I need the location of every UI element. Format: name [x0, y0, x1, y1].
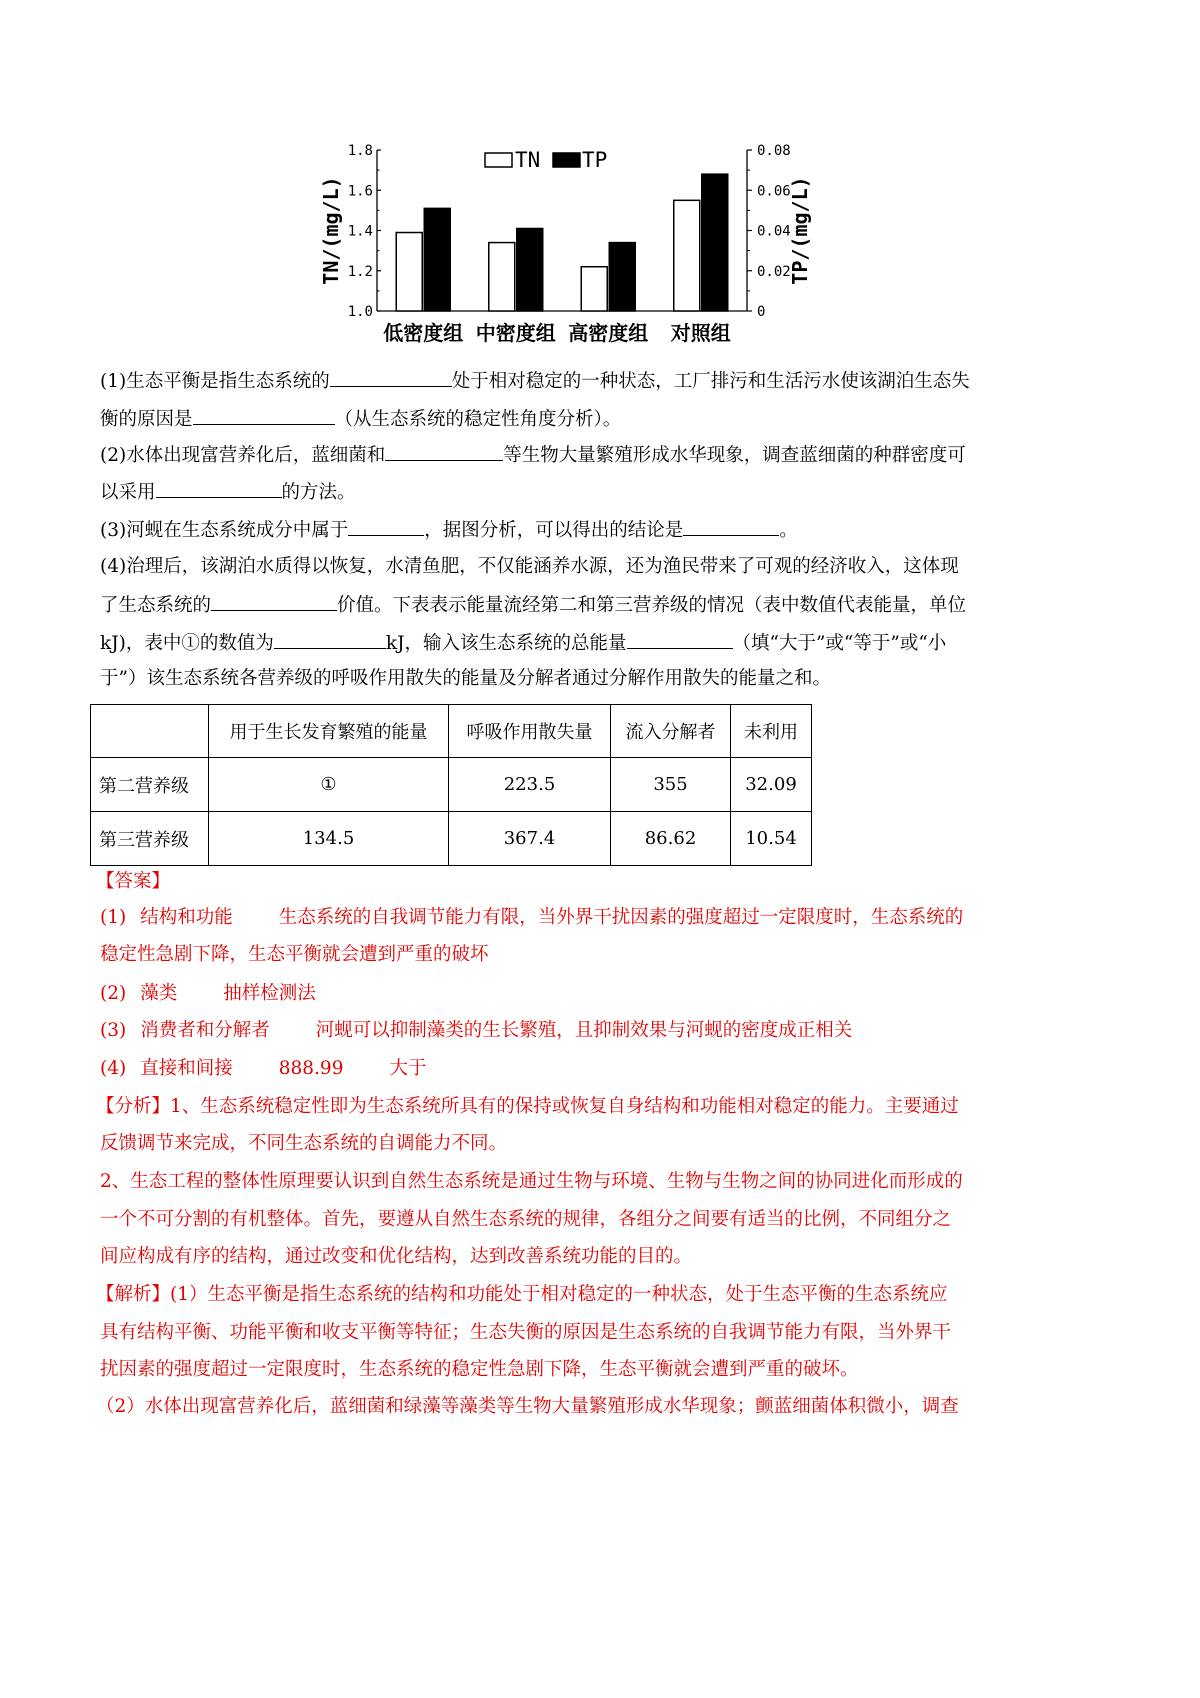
- analysis-line-5: [100, 1243, 1100, 1271]
- q4-text-f: （填“大于”或“等于”或“小: [732, 633, 947, 654]
- answer-3-part-2: 河蚬可以抑制藻类的生长繁殖，且抑制效果与河蚬的密度成正相关: [315, 1020, 853, 1041]
- legend-label-tp: TP: [582, 148, 608, 172]
- right-axis-tick-label: 0.04: [757, 223, 791, 240]
- energy-flow-table: [90, 704, 812, 866]
- answer-1-part-3: 稳定性急剧下降，生态平衡就会遭到严重的破坏: [100, 944, 489, 965]
- q4-blank-2: [274, 628, 386, 649]
- explanation-line-4: [96, 1393, 1096, 1421]
- answer-2-part-1: 藻类: [140, 983, 178, 1004]
- bar-tn: [489, 243, 515, 311]
- legend-label-tn: TN: [515, 148, 541, 172]
- question-1-line-1: [100, 366, 1100, 396]
- table-header-cell: [91, 705, 209, 758]
- left-axis-tick-label: 1.2: [347, 263, 373, 280]
- table-cell: 134.5: [209, 812, 449, 866]
- q4-blank-3: [627, 628, 733, 649]
- bar-tp: [609, 243, 635, 311]
- tn-tp-bar-chart: [319, 140, 835, 385]
- answer-2-part-2: 抽样检测法: [223, 983, 316, 1004]
- table-row-header: 第三营养级: [91, 812, 209, 866]
- answer-title: 【答案】: [96, 871, 171, 892]
- q4-text-g: 于”）该生态系统各营养级的呼吸作用散失的能量及分解者通过分解作用散失的能量之和。: [100, 668, 831, 689]
- table-header-cell: 呼吸作用散失量: [449, 705, 611, 758]
- q2-text-b: 等生物大量繁殖形成水华现象，调查蓝细菌的种群密度可: [503, 445, 966, 466]
- table-cell: 32.09: [731, 758, 812, 812]
- category-label: 高密度组: [568, 321, 649, 345]
- analysis-text: 一个不可分割的有机整体。首先，要遵从自然生态系统的规律，各组分之间要有适当的比例，不同组分之: [100, 1209, 952, 1230]
- q4-text-c: 价值。下表表示能量流经第二和第三营养级的情况（表中数值代表能量，单位: [337, 595, 967, 616]
- q1-text-b: 处于相对稳定的一种状态，工厂排污和生活污水使该湖泊生态失: [451, 371, 970, 392]
- answer-4-part-3: 大于: [389, 1058, 427, 1079]
- category-label: 中密度组: [475, 321, 556, 345]
- q2-blank-1: [385, 440, 503, 461]
- question-1-line-2: [100, 404, 1100, 434]
- left-axis-tick-label: 1.0: [347, 304, 373, 320]
- q4-text-e: kJ，输入该生态系统的总能量: [385, 633, 627, 654]
- analysis-line-4: [100, 1206, 1100, 1234]
- q2-text-c: 以采用: [100, 482, 156, 503]
- bar-tp: [702, 174, 728, 311]
- explanation-text: （2）水体出现富营养化后，蓝细菌和绿藻等藻类等生物大量繁殖形成水华现象；颤蓝细菌体积微小，调查: [96, 1396, 959, 1417]
- table-cell: 367.4: [449, 812, 611, 866]
- q2-text-a: (2)水体出现富营养化后，蓝细菌和: [100, 445, 386, 466]
- y-axis-title: TN/(mg/L): [319, 176, 343, 285]
- answer-4-part-1: 直接和间接: [140, 1058, 233, 1079]
- answer-2-line: [100, 980, 1100, 1008]
- table-header-row: [91, 705, 812, 758]
- left-axis-tick-label: 1.4: [347, 223, 373, 240]
- answer-1-line-1: [100, 904, 1100, 932]
- q3-text-a: (3)河蚬在生态系统成分中属于: [100, 520, 349, 541]
- explanation-line-3: [100, 1356, 1100, 1384]
- right-axis-tick-label: 0: [757, 304, 766, 320]
- q1-text-a: (1)生态平衡是指生态系统的: [100, 371, 330, 392]
- analysis-line-2: [100, 1130, 1100, 1158]
- table-cell: 355: [611, 758, 731, 812]
- question-3-line: [100, 515, 1100, 545]
- answer-4-line: [100, 1055, 1100, 1083]
- table-row-header: 第二营养级: [91, 758, 209, 812]
- table-cell: 223.5: [449, 758, 611, 812]
- table-row: [91, 812, 812, 866]
- q1-blank-2: [193, 404, 335, 425]
- analysis-line-3: [100, 1168, 1100, 1196]
- q1-text-c: 衡的原因是: [100, 409, 193, 430]
- answer-3-part-1: 消费者和分解者: [140, 1020, 270, 1041]
- table-cell: ①: [209, 758, 449, 812]
- table-cell: 86.62: [611, 812, 731, 866]
- right-axis-tick-label: 0.02: [757, 263, 791, 280]
- question-4-line-3: [100, 628, 1100, 658]
- q1-text-d: （从生态系统的稳定性角度分析）。: [334, 409, 622, 430]
- table-header-cell: 用于生长发育繁殖的能量: [209, 705, 449, 758]
- answer-4-number: (4): [100, 1058, 127, 1079]
- q3-blank-2: [683, 515, 779, 536]
- analysis-line-1: [96, 1093, 1096, 1121]
- bar-tn: [396, 233, 422, 311]
- table-header-cell: 未利用: [731, 705, 812, 758]
- q4-text-b: 了生态系统的: [100, 595, 212, 616]
- answer-1-part-1: 结构和功能: [140, 907, 233, 928]
- answer-3-line: [100, 1017, 1100, 1045]
- answer-3-number: (3): [100, 1020, 127, 1041]
- answer-2-number: (2): [100, 983, 127, 1004]
- q3-blank-1: [348, 515, 424, 536]
- q3-text-b: ，据图分析，可以得出的结论是: [424, 520, 684, 541]
- q2-text-d: 的方法。: [281, 482, 356, 503]
- question-4-line-1: [100, 553, 1100, 581]
- explanation-text: 扰因素的强度超过一定限度时，生态系统的稳定性急剧下降，生态平衡就会遭到严重的破坏。: [100, 1359, 859, 1380]
- q1-blank-1: [330, 366, 452, 387]
- analysis-text: 间应构成有序的结构，通过改变和优化结构，达到改善系统功能的目的。: [100, 1246, 693, 1267]
- y2-axis-title: TP/(mg/L): [788, 176, 812, 285]
- bar-tn: [674, 200, 700, 311]
- q4-blank-1: [211, 590, 337, 611]
- explanation-text: 具有结构平衡、功能平衡和收支平衡等特征；生态失衡的原因是生态系统的自我调节能力有限，当外界干: [100, 1322, 952, 1343]
- bar-tp: [424, 208, 450, 311]
- answer-1-part-2: 生态系统的自我调节能力有限，当外界干扰因素的强度超过一定限度时，生态系统的: [278, 907, 964, 928]
- q4-text-a: (4)治理后，该湖泊水质得以恢复，水清鱼肥，不仅能涵养水源，还为渔民带来了可观的经济收入，这体现: [100, 556, 959, 577]
- answer-4-part-2: 888.99: [278, 1058, 344, 1079]
- explanation-text: 【解析】(1）生态平衡是指生态系统的结构和功能处于相对稳定的一种状态，处于生态平衡的生态系统应: [96, 1284, 948, 1305]
- question-2-line-1: [100, 440, 1100, 470]
- question-2-line-2: [100, 477, 1100, 507]
- question-4-line-4: [100, 665, 1100, 693]
- category-label: 低密度组: [383, 321, 464, 345]
- explanation-line-1: [96, 1281, 1096, 1309]
- q3-text-c: 。: [779, 520, 798, 541]
- bar-tn: [581, 267, 607, 311]
- bar-tp: [517, 228, 543, 311]
- right-axis-tick-label: 0.08: [757, 143, 791, 159]
- table-header-cell: 流入分解者: [611, 705, 731, 758]
- analysis-text: 【分析】1、生态系统稳定性即为生态系统所具有的保持或恢复自身结构和功能相对稳定的能力。主要通过: [96, 1096, 959, 1117]
- answer-1-line-2: [100, 941, 1100, 969]
- category-label: 对照组: [670, 321, 731, 345]
- question-4-line-2: [100, 590, 1100, 620]
- analysis-text: 反馈调节来完成，不同生态系统的自调能力不同。: [100, 1133, 508, 1154]
- table-row: [91, 758, 812, 812]
- answer-1-number: (1): [100, 907, 127, 928]
- answer-heading: [96, 868, 1096, 896]
- legend-swatch-tp: [553, 153, 580, 167]
- q4-text-d: kJ)，表中①的数值为: [100, 633, 274, 654]
- table-cell: 10.54: [731, 812, 812, 866]
- q2-blank-2: [156, 477, 282, 498]
- analysis-text: 2、生态工程的整体性原理要认识到自然生态系统是通过生物与环境、生物与生物之间的协同进化而形成的: [100, 1171, 963, 1192]
- explanation-line-2: [100, 1319, 1100, 1347]
- left-axis-tick-label: 1.8: [347, 143, 373, 159]
- left-axis-tick-label: 1.6: [347, 183, 373, 200]
- legend-swatch-tn: [485, 153, 512, 167]
- right-axis-tick-label: 0.06: [757, 183, 791, 200]
